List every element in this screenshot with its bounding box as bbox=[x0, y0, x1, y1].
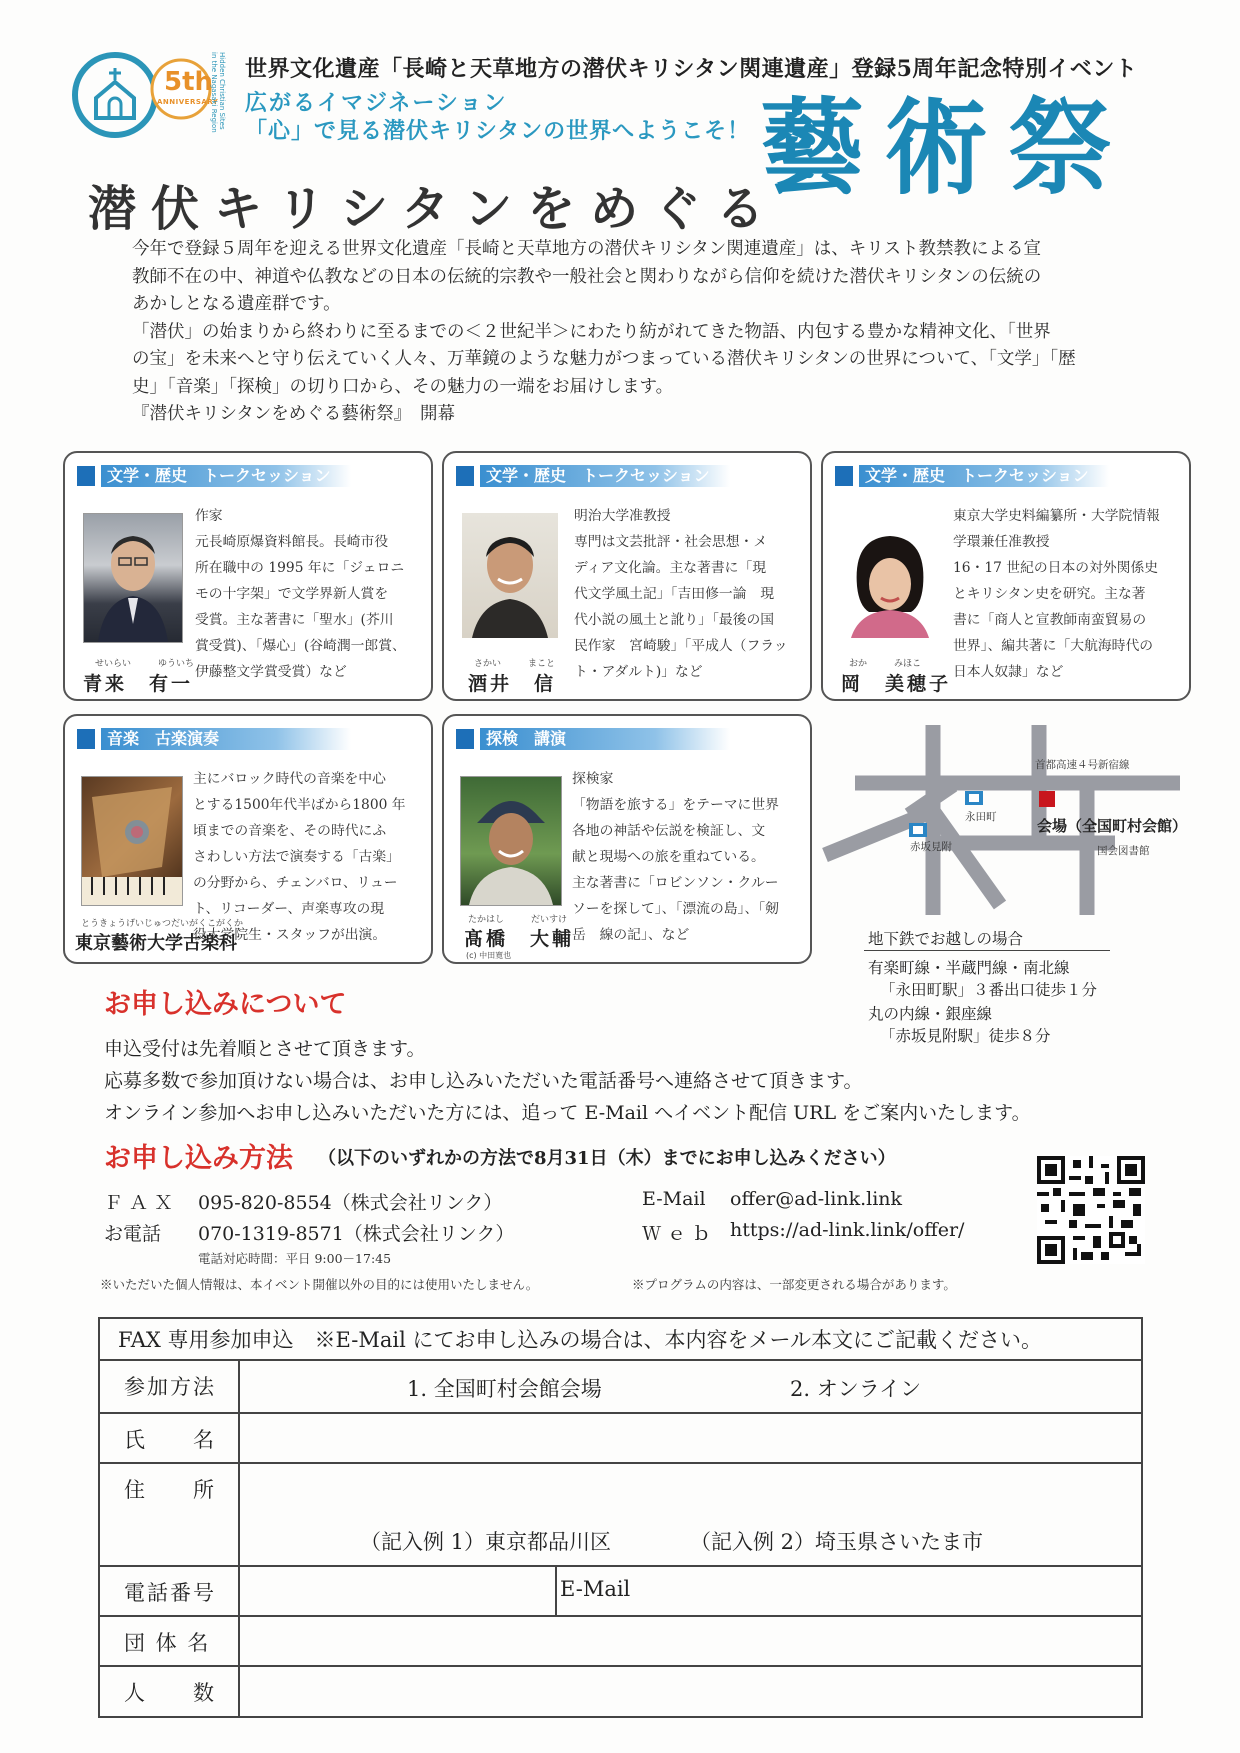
speaker-card-oka bbox=[821, 451, 1191, 701]
bio-line: とキリシタン史を研究。主な著 bbox=[953, 586, 1146, 602]
speaker-ruby: おか みほこ bbox=[849, 659, 922, 669]
tel-hours: 電話対応時間：平日 9:00－17:45 bbox=[198, 1251, 392, 1266]
email-link[interactable]: offer@ad-link.link bbox=[730, 1188, 903, 1210]
card-category: 文学・歴史 トークセッション bbox=[859, 465, 1109, 487]
speaker-name: 岡 美穂子 bbox=[841, 673, 952, 695]
bio-line: 書に「商人と宣教師南蛮貿易の bbox=[953, 612, 1147, 628]
bio-line: さわしい方法で演奏する「古楽」 bbox=[193, 849, 400, 865]
intro-line: 「潜伏」の始まりから終わりに至るまでの＜２世紀半＞にわたり紡がれてきた物語、内包する豊かな精神文化、「世界 bbox=[132, 321, 1051, 342]
privacy-note: ※いただいた個人情報は、本イベント開催以外の目的には使用いたしません。 bbox=[100, 1277, 539, 1292]
form-label: 参加方法 bbox=[100, 1361, 240, 1412]
bio-line: 代小説の風土と訛り」「最後の国 bbox=[574, 612, 775, 628]
bio-line: 受賞。主な著書に「聖水」(芥川 bbox=[195, 612, 394, 628]
performer-ruby: とうきょうげいじゅつだいがくこがくか bbox=[81, 919, 244, 929]
access-line: 「赤坂見附駅」徒歩８分 bbox=[880, 1027, 1051, 1045]
bio-line: 東京大学史料編纂所・大学院情報 bbox=[953, 508, 1160, 524]
anniversary-5th: 5th bbox=[164, 67, 214, 97]
anniversary-badge bbox=[150, 58, 219, 120]
bio-line: ト、リコーダー、声楽専攻の現 bbox=[193, 901, 385, 917]
world-heritage-logo bbox=[72, 52, 158, 138]
bio-line: とする1500年代半ばから1800 年 bbox=[193, 797, 406, 813]
page-subtitle: 潜伏キリシタンをめぐる bbox=[88, 181, 780, 237]
form-title: FAX 専用参加申込 ※E-Mail にてお申し込みの場合は、本内容をメール本文にご記載ください。 bbox=[100, 1319, 1141, 1361]
card-header bbox=[835, 465, 1109, 487]
venue-marker bbox=[1039, 791, 1055, 807]
speaker-ruby: さかい まこと bbox=[474, 659, 556, 669]
harpsichord-photo bbox=[81, 776, 183, 906]
form-label: 氏 名 bbox=[100, 1414, 240, 1462]
bio-line: 所在職中の 1995 年に「ジェロニ bbox=[195, 560, 405, 576]
photo-credit: (c) 中田寛也 bbox=[466, 951, 512, 960]
fax-application-form bbox=[98, 1317, 1143, 1718]
bio-line: の分野から、チェンバロ、リュー bbox=[193, 875, 398, 891]
intro-text bbox=[132, 236, 1117, 429]
map-venue: 会場（全国町村会館） bbox=[1037, 817, 1188, 835]
intro-line: 教師不在の中、神道や仏教などの日本の伝統的宗教や一般社会と関わりながら信仰を続けた潜伏キリシタンの伝統の bbox=[132, 266, 1042, 287]
web-label: Ｗｅｂ bbox=[642, 1223, 718, 1245]
divider bbox=[555, 1567, 557, 1615]
card-header bbox=[456, 465, 730, 487]
tel-number[interactable]: 070-1319-8571（株式会社リンク） bbox=[198, 1223, 515, 1245]
form-row-name bbox=[100, 1414, 1141, 1464]
intro-line: あかしとなる遺産群です。 bbox=[132, 294, 341, 314]
bio-line: 民作家 宮崎駿」「平成人（フラッ bbox=[574, 638, 788, 654]
anniversary-word: ANNIVERSARY bbox=[157, 98, 219, 106]
venue-map bbox=[825, 725, 1205, 925]
church-icon bbox=[78, 58, 152, 132]
map-station-nagatacho: 永田町 bbox=[965, 811, 997, 823]
option-venue[interactable]: 1. 全国町村会館会場 bbox=[407, 1377, 602, 1401]
bio-line: 作家 bbox=[195, 508, 223, 524]
access-heading: 地下鉄でお越しの場合 bbox=[868, 930, 1024, 948]
form-label: 電話番号 bbox=[100, 1567, 240, 1615]
bio-line: 元長崎原爆資料館長。長崎市役 bbox=[195, 534, 389, 550]
intro-line: 『潜伏キリシタンをめぐる藝術祭』 開幕 bbox=[132, 404, 456, 424]
option-online[interactable]: 2. オンライン bbox=[790, 1377, 922, 1401]
speaker-photo bbox=[841, 528, 939, 638]
logo-text: Hidden Christian Sites in the Nagasaki Region bbox=[210, 52, 226, 133]
access-line: 「永田町駅」３番出口徒歩１分 bbox=[880, 981, 1098, 999]
bio-line: モの十字架」で文学界新人賞を bbox=[195, 586, 389, 602]
apply-deadline: （以下のいずれかの方法で8月31日（木）までにお申し込みください） bbox=[318, 1148, 896, 1169]
bio-line: ディア文化論。主な著書に「現 bbox=[574, 560, 767, 576]
apply-method-heading: お申し込み方法 bbox=[104, 1143, 293, 1174]
map-station-akasaka: 赤坂見附 bbox=[910, 841, 952, 853]
group-name-field[interactable] bbox=[242, 1617, 1142, 1665]
tel-label: お電話 bbox=[104, 1223, 162, 1245]
qr-code[interactable] bbox=[1037, 1156, 1145, 1264]
fax-number[interactable]: 095-820-8554（株式会社リンク） bbox=[198, 1192, 503, 1214]
performer-name: 東京藝術大学古楽科 bbox=[75, 933, 237, 954]
card-header bbox=[77, 465, 351, 487]
program-note: ※プログラムの内容は、一部変更される場合があります。 bbox=[632, 1277, 956, 1292]
bio-line: 専門は文芸批評・社会思想・メ bbox=[574, 534, 768, 550]
tagline-2: 「心」で見る潜伏キリシタンの世界へようこそ！ bbox=[245, 118, 751, 144]
bio-line: 各地の神話や伝説を検証し、文 bbox=[572, 823, 766, 839]
fax-label: ＦＡＸ bbox=[104, 1192, 180, 1214]
speaker-card-takahashi bbox=[442, 714, 812, 964]
page-title: 藝術祭 bbox=[760, 86, 1133, 209]
form-label: 住 所 bbox=[100, 1464, 240, 1565]
event-heading: 世界文化遺産「長崎と天草地方の潜伏キリシタン関連遺産」登録5周年記念特別イベント bbox=[245, 56, 1138, 82]
bio-line: 明治大学准教授 bbox=[574, 508, 671, 524]
application-text: 応募多数で参加頂けない場合は、お申し込みいただいた電話番号へ連絡させて頂きます。 bbox=[104, 1070, 863, 1092]
bio-line: 伊藤整文学賞受賞）など bbox=[195, 664, 347, 680]
intro-line: 今年で登録５周年を迎える世界文化遺産「長崎と天草地方の潜伏キリシタン関連遺産」は、キリスト教禁教による宣 bbox=[132, 239, 1041, 259]
speaker-ruby: たかはし だいすけ bbox=[468, 915, 568, 925]
card-header bbox=[456, 728, 730, 750]
bio-line: ソーを探して」、「漂流の島」、「剱 bbox=[572, 901, 779, 917]
speaker-name: 青来 有一 bbox=[83, 673, 194, 695]
speaker-name: 酒井 信 bbox=[468, 673, 557, 695]
web-link[interactable]: https://ad-link.link/offer/ bbox=[730, 1219, 965, 1241]
form-label: 人 数 bbox=[100, 1667, 240, 1716]
name-field[interactable] bbox=[242, 1414, 1142, 1462]
form-label: 団 体 名 bbox=[100, 1617, 240, 1665]
bio-line: 学環兼任准教授 bbox=[953, 534, 1050, 550]
map-library: 国会図書館 bbox=[1097, 845, 1150, 857]
bio-line: 「物語を旅する」をテーマに世界 bbox=[572, 797, 779, 813]
card-category: 探検 講演 bbox=[480, 728, 730, 750]
bio-line: 頃までの音楽を、その時代にふ bbox=[193, 823, 387, 839]
form-row-address bbox=[100, 1464, 1141, 1567]
application-text: オンライン参加へお申し込みいただいた方には、追って E-Mail へイベント配信 URL をご案内いたします。 bbox=[104, 1102, 1031, 1124]
bio-line: 世界」、編共著に「大航海時代の bbox=[953, 638, 1154, 654]
email-field-label: E-Mail bbox=[560, 1577, 631, 1601]
card-category: 文学・歴史 トークセッション bbox=[101, 465, 351, 487]
application-text: 申込受付は先着順とさせて頂きます。 bbox=[104, 1038, 426, 1060]
bio-line: 日本人奴隷」など bbox=[953, 664, 1064, 680]
bio-line: 探検家 bbox=[572, 771, 614, 787]
map-expressway: 首都高速４号新宿線 bbox=[1035, 759, 1130, 771]
card-category: 音楽 古楽演奏 bbox=[101, 728, 351, 750]
bio-line: 献と現場への旅を重ねている。 bbox=[572, 849, 765, 865]
address-example-2: （記入例 2）埼玉県さいたま市 bbox=[690, 1530, 984, 1554]
address-example-1: （記入例 1）東京都品川区 bbox=[360, 1530, 612, 1554]
card-category: 文学・歴史 トークセッション bbox=[480, 465, 730, 487]
bio-line: 役大学院生・スタッフが出演。 bbox=[193, 927, 387, 943]
access-line: 有楽町線・半蔵門線・南北線 bbox=[868, 959, 1070, 977]
bio-line: ト・アダルト)」など bbox=[574, 664, 703, 680]
tagline-1: 広がるイマジネーション bbox=[245, 90, 508, 116]
bio-line: 賞受賞)、「爆心」(谷崎潤一郎賞、 bbox=[195, 638, 406, 654]
intro-line: の宝」を未来へと守り伝えていく人々、万華鏡のような魅力がつまっている潜伏キリシタンの世界について、「文学」「歴 bbox=[132, 349, 1076, 369]
bio-line: 岳 線の記」、など bbox=[572, 927, 690, 943]
form-row-participation bbox=[100, 1361, 1141, 1414]
form-row-phone bbox=[100, 1567, 1141, 1617]
email-label: E-Mail bbox=[642, 1188, 706, 1210]
subway-icon-nagatacho bbox=[965, 791, 983, 805]
application-heading: お申し込みについて bbox=[104, 989, 347, 1020]
performer-card-geidai bbox=[63, 714, 433, 964]
speaker-photo bbox=[462, 513, 558, 638]
form-row-count bbox=[100, 1667, 1141, 1716]
subway-icon-akasaka bbox=[909, 823, 927, 837]
card-header bbox=[77, 728, 351, 750]
speaker-card-sakai bbox=[442, 451, 812, 701]
divider bbox=[864, 950, 1110, 951]
speaker-card-aoki bbox=[63, 451, 433, 701]
bio-line: 主な著書に「ロビンソン・クルー bbox=[572, 875, 779, 891]
access-line: 丸の内線・銀座線 bbox=[868, 1005, 993, 1023]
bio-line: 16・17 世紀の日本の対外関係史 bbox=[953, 560, 1159, 576]
speaker-photo bbox=[83, 513, 183, 643]
speaker-photo bbox=[460, 776, 562, 906]
bio-line: 代文学風土記」「吉田修一論 現 bbox=[574, 586, 775, 602]
headcount-field[interactable] bbox=[242, 1667, 1142, 1715]
form-row-group bbox=[100, 1617, 1141, 1667]
bio-line: 主にバロック時代の音楽を中心 bbox=[193, 771, 386, 787]
intro-line: 史」「音楽」「探検」の切り口から、その魅力の一端をお届けします。 bbox=[132, 376, 674, 397]
speaker-name: 髙橋 大輔 bbox=[464, 928, 575, 950]
speaker-ruby: せいらい ゆういち bbox=[95, 659, 195, 669]
